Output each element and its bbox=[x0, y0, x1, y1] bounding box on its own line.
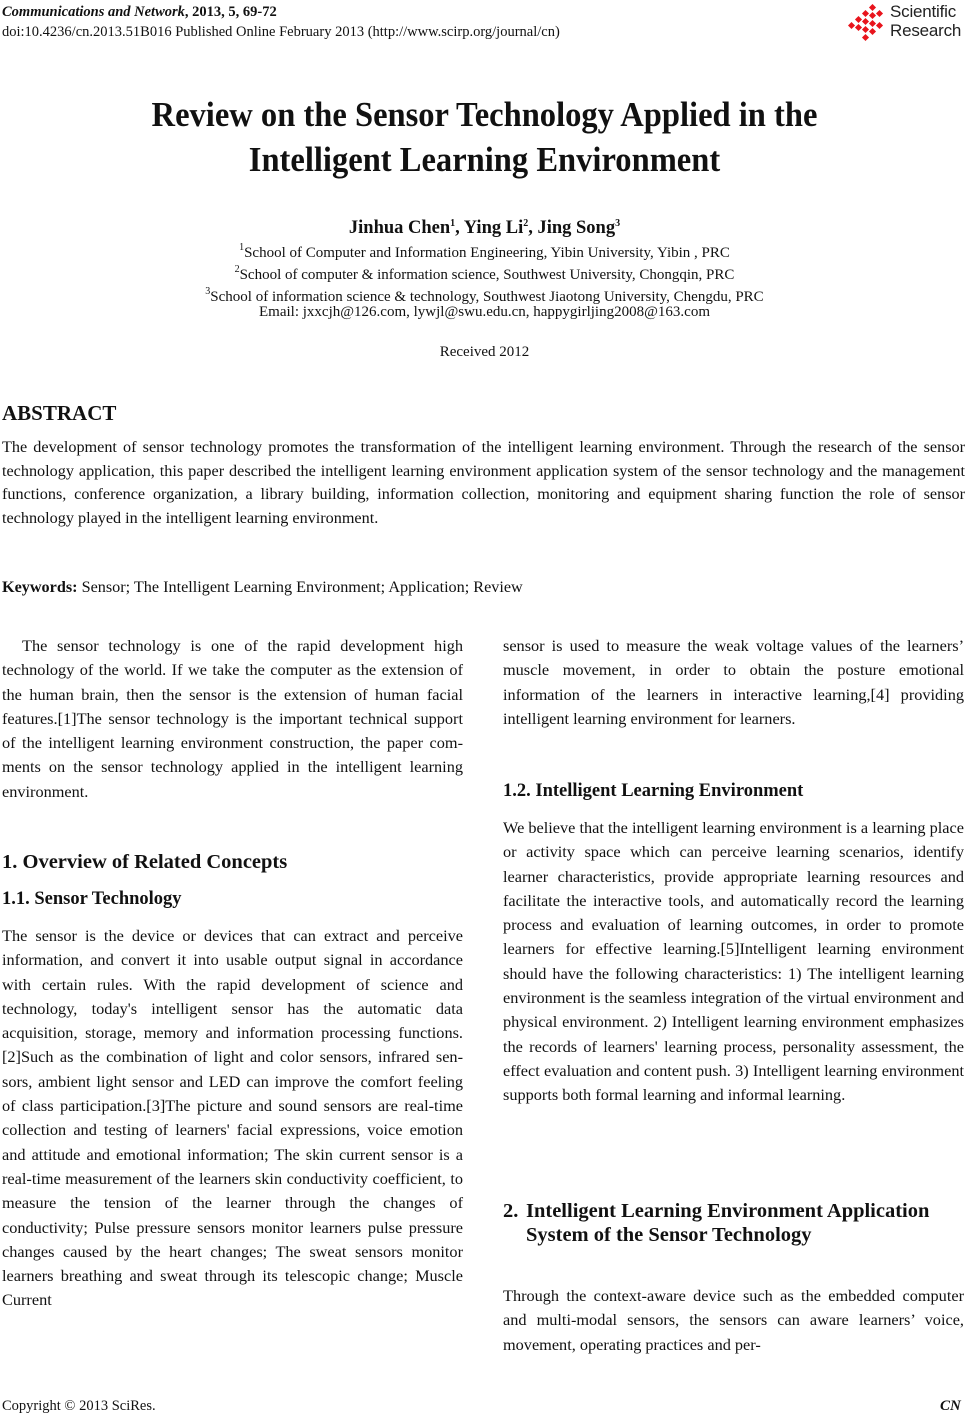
author-name: Jing Song bbox=[537, 218, 616, 238]
abstract-body: The development of sensor technology promotes the transformation of the intelligent learning environment. Through the research of the sensor technology application, this paper described the intelligent learning environment application system of the sensor technology and the management functions, conference organization, a library building, information collection, monitoring and equipment sharing function the role of sensor technology played in the intelligent learning environment. bbox=[2, 438, 965, 527]
section-1-2-heading: 1.2. Intelligent Learning Environment bbox=[503, 781, 804, 801]
journal-abbrev-footer: CN bbox=[940, 1398, 961, 1414]
email-line: Email: jxxcjh@126.com, lywjl@swu.edu.cn, happygirljing2008@163.com bbox=[259, 304, 710, 320]
section-1-heading: 1. Overview of Related Concepts bbox=[2, 851, 288, 873]
section-1-1-heading: 1.1. Sensor Technology bbox=[2, 889, 182, 909]
author-name: Jinhua Chen bbox=[348, 218, 451, 238]
paper-title: Review on the Sensor Technology Applied in the Intelligent Learning Environment bbox=[151, 95, 818, 179]
keywords bbox=[2, 576, 523, 598]
author-list: Jinhua Chen$^1$, Ying Li$^2$, Jing Song$^3$ bbox=[348, 218, 621, 238]
volume-info: , 2013, 5, 69-72 bbox=[184, 4, 277, 20]
scientific-research-diamond-icon bbox=[848, 4, 888, 42]
section-1-1-continuation: sensor is used to measure the weak voltage values of the learners’ muscle movement, in order to obtain the posture emotional information of the learners in interactive learning,[4] providing intelligent learning environment for learners. bbox=[503, 636, 964, 728]
copyright-footer: Copyright © 2013 SciRes. bbox=[2, 1398, 156, 1414]
section-2-heading: 2. Intelligent Learning Environment Application System of the Sensor Technology bbox=[503, 1200, 930, 1246]
section-1-1-body: The sensor is the device or devices that can extract and perceive information, and convert it into usable output signal in accordance with certain rules. With the rapid development of science and technology, today's intelligent sensor has the automatic data acquisition, storage, memory and information processing functions.[2]Such as the combination of light and color sensors, infrared sensors, ambient light sensor and LED can improve the comfort feeling of class participation.[3]The picture and sound sensors are real-time collection and testing of learners' facial expressions, voice emotion and attitude and emotional information; The skin current sensor is a real-time measurement of the learners skin conductivity coefficient, to measure the tension of the learner through the changes of conductivity; Pulse pressure sensors monitor learners pulse pressure changes caused by the heart changes; The sweat sensors monitor learners breathing and sweat through its telescopic change; Muscle Current bbox=[2, 926, 463, 1310]
journal-citation bbox=[2, 2, 560, 22]
section-1-2-body: We believe that the intelligent learning environment is a learning place or activity space which can perceive learning scenarios, identify learner characteristics, provide appropriate learning resources and facilitate the interactive tools, and automatically record the learning process and evaluation of learning outcomes, in order to promote learners for effective learning.[5]Intelligent learning environment should have the following characteristics: 1) The intelligent learning environment is the seamless integration of the virtual environment and physical environment. 2) Intelligent learning environment emphasizes the records of learners' learning process, personality assessment, the effect evaluation and content push. 3) Intelligent learning environment supports both formal learning and informal learning. bbox=[503, 818, 964, 1105]
author-name: Ying Li bbox=[463, 218, 524, 238]
intro-paragraph: The sensor technology is one of the rapid development high technology of the world. If we take the computer as the extension of the human brain, then the sensor is the extension of human facial features.[1]The sensor technology is the important technical support of the intelligent learning environment construction, the paper comments on the sensor technology applied in the intelligent learning environment. bbox=[2, 636, 463, 801]
keywords-text: Sensor; The Intelligent Learning Environment; Application; Review bbox=[77, 578, 523, 596]
received-date: Received 2012 bbox=[439, 344, 530, 360]
affiliation-3: $^3$School of information science & technology, Southwest Jiaotong University, Chengdu, PRC bbox=[205, 286, 764, 305]
doi-line[interactable]: doi:10.4236/cn.2013.51B016 Published Online February 2013 (http://www.scirp.org/journal/cn) bbox=[2, 24, 560, 40]
affiliation-1: $^1$School of Computer and Information Engineering, Yibin University, Yibin , PRC bbox=[239, 242, 730, 261]
keywords-label: Keywords: bbox=[2, 578, 78, 596]
running-head bbox=[2, 2, 560, 42]
publisher-logo bbox=[848, 2, 968, 42]
logo-wordmark: Scientific Research bbox=[890, 2, 962, 40]
journal-name: Communications and Network bbox=[2, 4, 185, 20]
section-2-body: Through the context-aware device such as the embedded computer and multi-modal sensors, the sensors can aware learners’ voice, movement, operating practices and per- bbox=[503, 1286, 964, 1354]
affiliation-2: $^2$School of computer & information science, Southwest University, Chongqin, PRC bbox=[234, 264, 735, 283]
abstract-heading: ABSTRACT bbox=[2, 401, 117, 425]
